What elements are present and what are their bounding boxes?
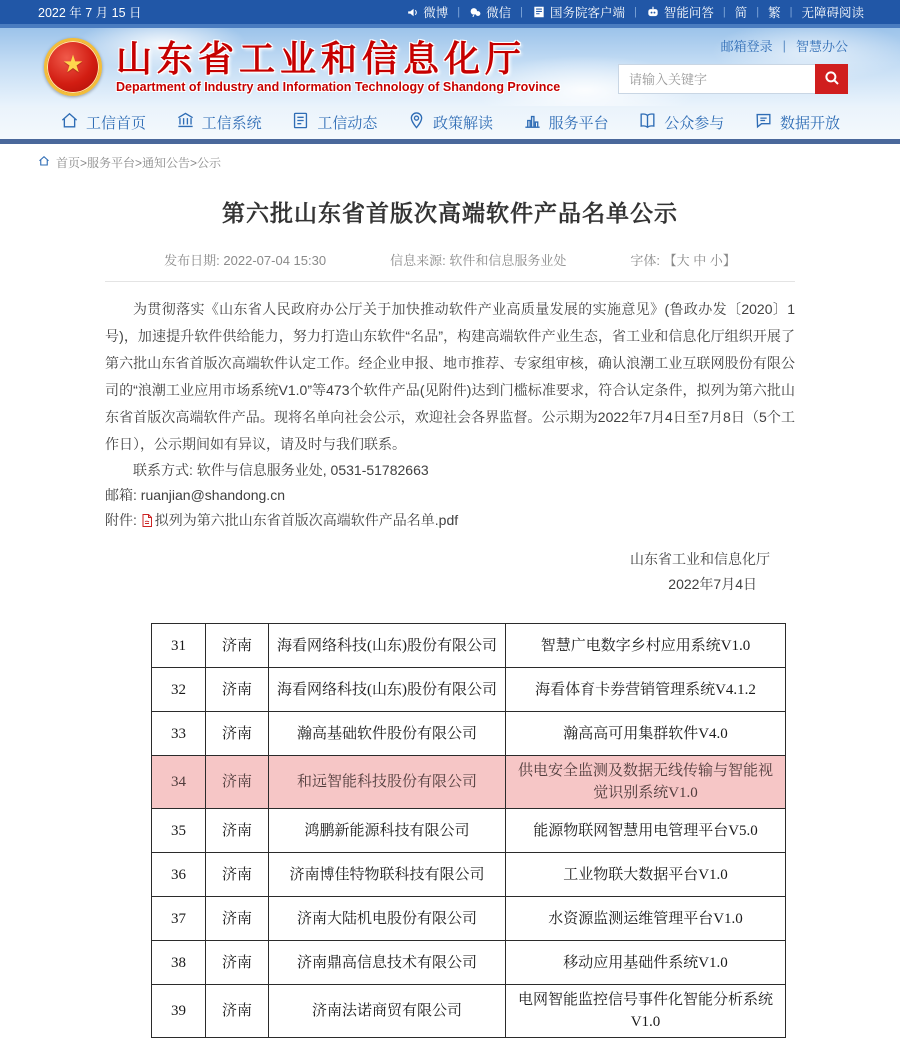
home-icon: [60, 111, 79, 134]
topbar-links: [406, 3, 864, 21]
table-row-37: [152, 897, 786, 941]
cell-city: 济南: [206, 668, 269, 712]
nav-item-policy[interactable]: 政策解读: [407, 111, 493, 134]
attachment-line: 附件: 拟列为第六批山东省首版次高端软件产品名单.pdf: [105, 508, 795, 535]
topbar-link-gov-client[interactable]: 国务院客户端: [532, 3, 625, 21]
search-button[interactable]: [815, 64, 848, 94]
separator: |: [634, 6, 637, 18]
cell-no: 35: [152, 809, 206, 853]
cell-city: 济南: [206, 897, 269, 941]
mail-login-link[interactable]: 邮箱登录: [720, 39, 773, 54]
cell-city: 济南: [206, 809, 269, 853]
cell-company: 海看网络科技(山东)股份有限公司: [269, 624, 506, 668]
meta-divider: [105, 281, 795, 282]
email-line: 邮箱: ruanjian@shandong.cn: [105, 487, 285, 503]
weibo-icon: [406, 6, 419, 19]
site-title: 山东省工业和信息化厅: [116, 38, 527, 80]
search-icon: [823, 69, 841, 90]
cell-company: 济南鼎高信息技术有限公司: [269, 941, 506, 985]
email-address: ruanjian@shandong.cn: [140, 487, 285, 503]
publish-date: 发布日期: 2022-07-04 15:30: [164, 253, 327, 268]
cell-no: 39: [152, 985, 206, 1038]
cell-company: 济南博佳特物联科技有限公司: [269, 853, 506, 897]
smart-office-link[interactable]: 智慧办公: [795, 39, 848, 54]
table-row-36: [152, 853, 786, 897]
separator: |: [789, 6, 793, 18]
cell-city: 济南: [206, 941, 269, 985]
cell-product: 工业物联大数据平台V1.0: [506, 853, 786, 897]
nav-item-home[interactable]: 工信首页: [60, 111, 146, 134]
cell-city: 济南: [206, 985, 269, 1038]
document-icon: [291, 111, 310, 134]
signature-block: [105, 547, 795, 597]
font-size-control: 字体: 【大 中 小】: [630, 253, 736, 268]
nav-item-system[interactable]: 工信系统: [176, 111, 262, 134]
cell-company: 海看网络科技(山东)股份有限公司: [269, 668, 506, 712]
site-subtitle-en: Department of Industry and Information Technology of Shandong Province: [116, 79, 561, 94]
info-source: 信息来源: 软件和信息服务业处: [390, 253, 567, 268]
topbar-link-traditional[interactable]: 繁: [768, 6, 781, 20]
cell-product: 水资源监测运维管理平台V1.0: [506, 897, 786, 941]
page-title: 第六批山东省首版次高端软件产品名单公示: [222, 200, 678, 226]
badge-pin-icon: [407, 111, 426, 134]
wechat-icon: [469, 6, 482, 19]
topbar-link-weibo[interactable]: 微博: [406, 3, 448, 21]
national-emblem-logo: ★: [44, 38, 102, 96]
product-list-table: [151, 623, 786, 1038]
breadcrumb[interactable]: [38, 154, 900, 171]
cell-city: 济南: [206, 756, 269, 809]
header-quick-links: [618, 36, 848, 55]
breadcrumb-home-icon: [38, 155, 50, 170]
robot-qa-icon: [646, 5, 660, 19]
cell-product: 供电安全监测及数据无线传输与智能视觉识别系统V1.0: [506, 756, 786, 809]
separator: |: [457, 6, 461, 18]
cell-product: 能源物联网智慧用电管理平台V5.0: [506, 809, 786, 853]
table-row-34-highlighted: [152, 756, 786, 809]
cell-no: 32: [152, 668, 206, 712]
main-nav: [0, 106, 900, 139]
cell-no: 34: [152, 756, 206, 809]
cell-product: 海看体育卡券营销管理系统V4.1.2: [506, 668, 786, 712]
table-row-33: [152, 712, 786, 756]
article-body: 为贯彻落实《山东省人民政府办公厅关于加快推动软件产业高质量发展的实施意见》(鲁政办发〔2020〕1号)，加速提升软件供给能力，努力打造山东软件“名品”，构建高端软件产业生态，省工业和信息化厅组织开展了第六批山东省首版次高端软件认定工作。经企业申报、地市推荐、专家组审核，确认浪潮工业互联网股份有限公司的“浪潮工业应用市场系统V1.0”等473个软件产品(见附件)达到门槛标准要求，符合认定条件，拟列为第六批山东省首版次高端软件产品。现将名单向社会公示，欢迎社会各界监督。公示期为2022年7月4日至7月8日（5个工作日），公示期间如有异议，请及时与我们联系。: [105, 301, 795, 452]
cell-company: 鸿鹏新能源科技有限公司: [269, 809, 506, 853]
signature-date: 2022年7月4日: [668, 576, 757, 592]
cell-product: 移动应用基础件系统V1.0: [506, 941, 786, 985]
pdf-icon: [141, 510, 153, 535]
font-size-options[interactable]: 【大 中 小】: [663, 253, 736, 268]
cell-no: 36: [152, 853, 206, 897]
separator: |: [756, 6, 760, 18]
cell-no: 33: [152, 712, 206, 756]
contact-line: 联系方式: 软件与信息服务业处, 0531-51782663: [133, 462, 429, 478]
table-row-35: [152, 809, 786, 853]
open-book-icon: [638, 111, 657, 134]
topbar-link-simplified[interactable]: 简: [734, 6, 748, 20]
cell-company: 济南大陆机电股份有限公司: [269, 897, 506, 941]
current-date: 2022 年 7 月 15 日: [38, 6, 142, 20]
table-row-39: [152, 985, 786, 1038]
topbar-link-wechat[interactable]: 微信: [469, 3, 511, 21]
article: [0, 195, 900, 597]
nav-item-service[interactable]: 服务平台: [523, 111, 609, 134]
site-search: [618, 64, 848, 94]
cell-city: 济南: [206, 624, 269, 668]
table-row-38: [152, 941, 786, 985]
topbar-link-accessibility[interactable]: 无障碍阅读: [801, 6, 864, 20]
bank-icon: [176, 111, 195, 134]
cell-no: 31: [152, 624, 206, 668]
cell-company: 和远智能科技股份有限公司: [269, 756, 506, 809]
table-row-32: [152, 668, 786, 712]
chat-bubble-icon: [754, 111, 773, 134]
breadcrumb-path: 首页>服务平台>通知公告>公示: [56, 156, 222, 170]
article-meta: [105, 250, 795, 269]
cell-company: 瀚高基础软件股份有限公司: [269, 712, 506, 756]
table-row-31: [152, 624, 786, 668]
nav-item-news[interactable]: 工信动态: [291, 111, 377, 134]
cell-city: 济南: [206, 853, 269, 897]
nav-divider-bar: [0, 139, 900, 144]
cell-no: 37: [152, 897, 206, 941]
search-input[interactable]: [618, 64, 815, 94]
topbar-link-smart-qa[interactable]: 智能问答: [646, 3, 714, 21]
cell-product: 智慧广电数字乡村应用系统V1.0: [506, 624, 786, 668]
top-utility-bar: [0, 0, 900, 28]
cell-product: 瀚高高可用集群软件V4.0: [506, 712, 786, 756]
nav-item-data-open[interactable]: 数据开放: [754, 111, 840, 134]
site-header: [0, 28, 900, 106]
cell-no: 38: [152, 941, 206, 985]
separator: |: [782, 38, 786, 53]
attachment-link[interactable]: 拟列为第六批山东省首版次高端软件产品名单.pdf: [154, 512, 459, 528]
nav-item-participation[interactable]: 公众参与: [638, 111, 724, 134]
signature-org: 山东省工业和信息化厅: [630, 551, 770, 567]
separator: |: [520, 6, 523, 18]
cell-city: 济南: [206, 712, 269, 756]
separator: |: [722, 6, 726, 18]
cell-product: 电网智能监控信号事件化智能分析系统V1.0: [506, 985, 786, 1038]
site-brand: [116, 40, 560, 94]
chart-icon: [523, 111, 542, 134]
gov-client-icon: [532, 5, 546, 19]
cell-company: 济南法诺商贸有限公司: [269, 985, 506, 1038]
